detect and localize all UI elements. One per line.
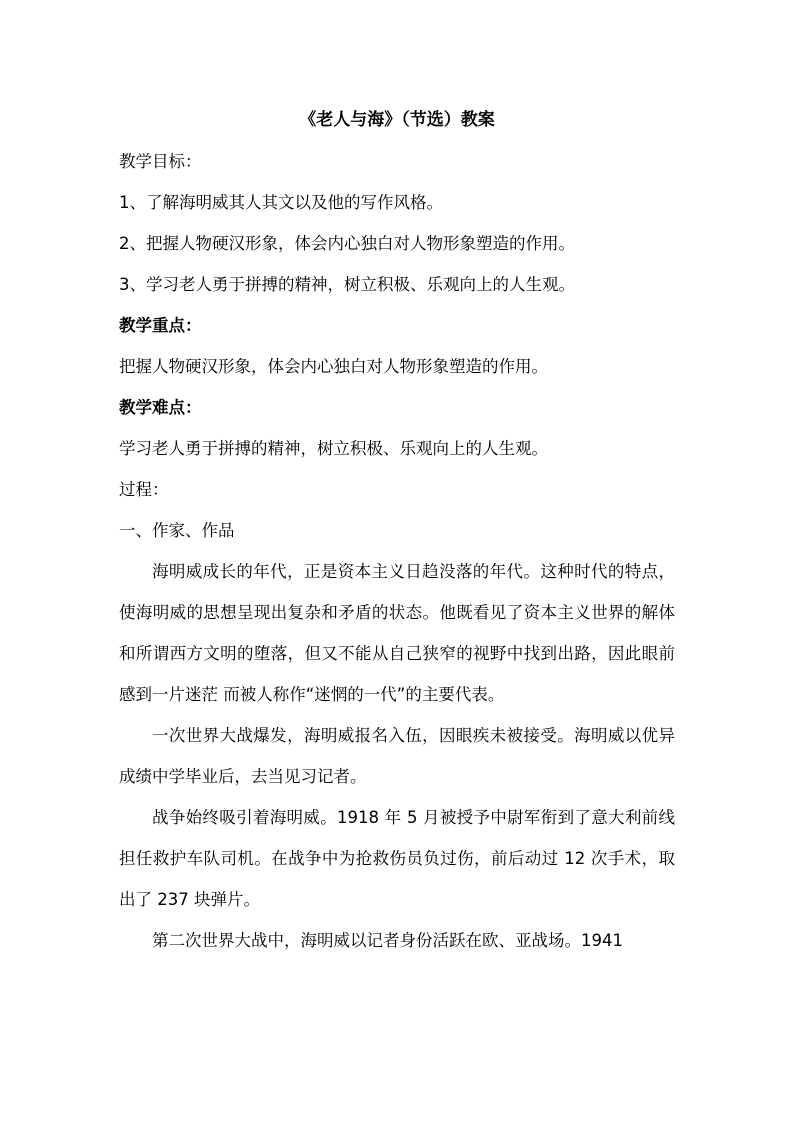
- document-body: [119, 100, 675, 961]
- document-title: 《老人与海》（节选）教案: [299, 110, 495, 130]
- difficulties-heading: 教学难点：: [119, 398, 202, 417]
- body-paragraph: 战争始终吸引着海明威。1918 年 5 月被授予中尉军衔到了意大利前线担任救护车队司机。在战争中为抢救伤员负过伤，前后动过 12 次手术，取出了 237 块弹片。: [119, 808, 675, 909]
- objectives-heading: 教学目标：: [119, 152, 202, 171]
- process-heading: 过程：: [119, 480, 169, 499]
- objective-item: 2、把握人物硬汉形象，体会内心独白对人物形象塑造的作用。: [119, 234, 575, 253]
- objective-item: 1、了解海明威其人其文以及他的写作风格。: [119, 193, 443, 212]
- body-paragraph: 一次世界大战爆发，海明威报名入伍，因眼疾未被接受。海明威以优异成绩中学毕业后，去当见习记者。: [119, 726, 675, 786]
- key-points-heading: 教学重点：: [119, 316, 202, 335]
- key-points-text: 把握人物硬汉形象，体会内心独白对人物形象塑造的作用。: [119, 357, 548, 376]
- body-paragraph: 第二次世界大战中，海明威以记者身份活跃在欧、亚战场。1941: [152, 931, 623, 950]
- body-paragraph: 海明威成长的年代，正是资本主义日趋没落的年代。这种时代的特点，使海明威的思想呈现出复杂和矛盾的状态。他既看见了资本主义世界的解体和所谓西方文明的堕落，但又不能从自己狭窄的视野中找到出路，因此眼前感到一片迷茫 而被人称作“迷惘的一代”的主要代表。: [119, 562, 675, 704]
- objective-item: 3、学习老人勇于拼搏的精神，树立积极、乐观向上的人生观。: [119, 275, 575, 294]
- difficulties-text: 学习老人勇于拼搏的精神，树立积极、乐观向上的人生观。: [119, 439, 548, 458]
- section-heading: 一、作家、作品: [119, 521, 235, 540]
